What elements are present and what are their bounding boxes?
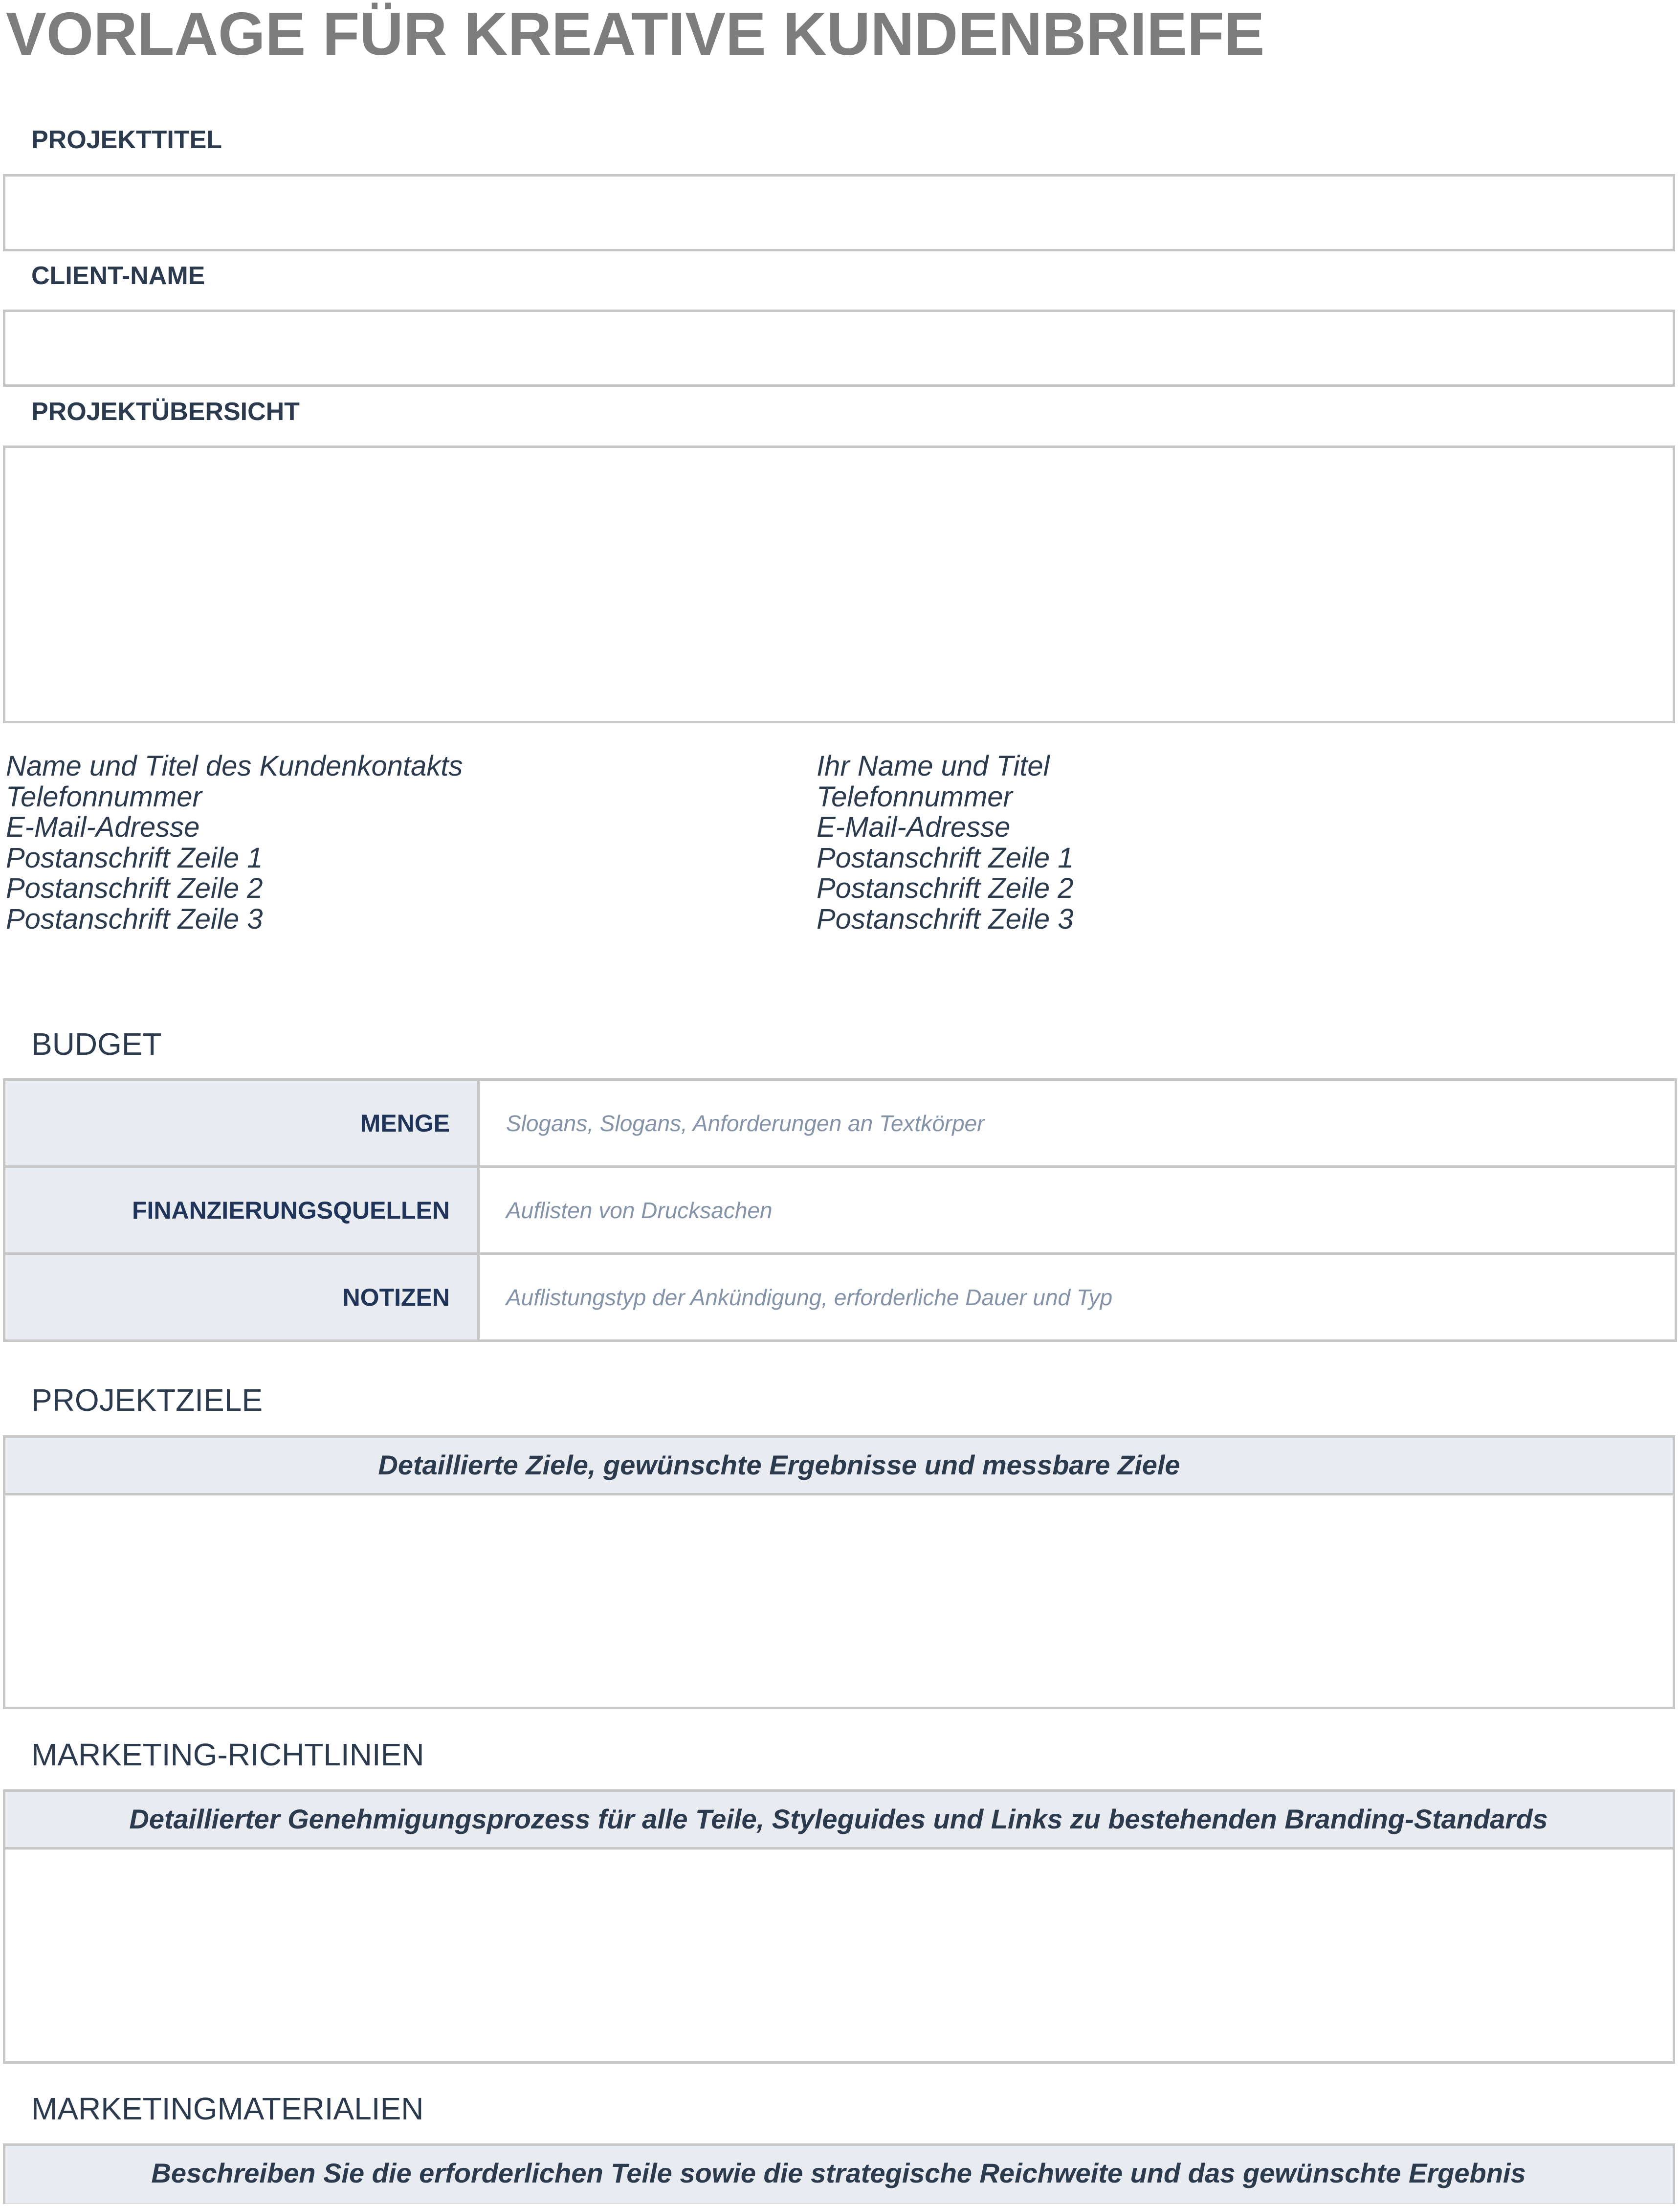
client-name-input[interactable]	[3, 310, 1675, 387]
client-contact-name[interactable]: Name und Titel des Kundenkontakts	[6, 750, 463, 782]
client-contact-email[interactable]: E-Mail-Adresse	[6, 811, 200, 844]
budget-value-notes[interactable]: Auflistungstyp der Ankündigung, erforderliche Dauer und Typ	[479, 1254, 1676, 1341]
budget-key-funding-sources: FINANZIERUNGSQUELLEN	[4, 1167, 479, 1254]
client-contact-address-2[interactable]: Postanschrift Zeile 2	[6, 872, 263, 905]
table-row	[4, 1167, 1676, 1254]
budget-value-funding-sources[interactable]: Auflisten von Drucksachen	[479, 1167, 1676, 1254]
project-title-label: PROJEKTTITEL	[31, 126, 222, 154]
materials-description: Beschreiben Sie die erforderlichen Teile sowie die strategische Reichweite und das gewünschte Ergebnis	[5, 2146, 1673, 2204]
project-overview-label: PROJEKTÜBERSICHT	[31, 398, 300, 426]
guidelines-heading: MARKETING-RICHTLINIEN	[31, 1737, 424, 1772]
budget-value-quantity[interactable]: Slogans, Slogans, Anforderungen an Textkörper	[479, 1080, 1676, 1167]
materials-section	[3, 2143, 1675, 2204]
materials-heading: MARKETINGMATERIALIEN	[31, 2091, 424, 2126]
guidelines-section	[3, 1789, 1675, 2064]
client-contact-block	[6, 751, 463, 935]
client-contact-address-1[interactable]: Postanschrift Zeile 1	[6, 842, 263, 874]
goals-description: Detaillierte Ziele, gewünschte Ergebnisse und messbare Ziele	[5, 1438, 1673, 1495]
client-contact-phone[interactable]: Telefonnummer	[6, 780, 202, 813]
client-contact-address-3[interactable]: Postanschrift Zeile 3	[6, 903, 263, 935]
own-contact-email[interactable]: E-Mail-Adresse	[817, 811, 1011, 844]
own-contact-phone[interactable]: Telefonnummer	[817, 780, 1013, 813]
client-name-label: CLIENT-NAME	[31, 262, 205, 290]
goals-input[interactable]	[5, 1495, 1673, 1709]
goals-heading: PROJEKTZIELE	[31, 1382, 263, 1418]
own-contact-block	[817, 751, 1073, 935]
document-title: VORLAGE FÜR KREATIVE KUNDENBRIEFE	[6, 0, 1265, 68]
own-contact-address-3[interactable]: Postanschrift Zeile 3	[817, 903, 1074, 935]
project-overview-textarea[interactable]	[3, 446, 1675, 723]
budget-key-quantity: MENGE	[4, 1080, 479, 1167]
budget-heading: BUDGET	[31, 1026, 162, 1062]
guidelines-description: Detaillierter Genehmigungsprozess für alle Teile, Styleguides und Links zu bestehenden Branding-Standards	[5, 1792, 1673, 1849]
table-row	[4, 1254, 1676, 1341]
own-contact-name[interactable]: Ihr Name und Titel	[817, 750, 1050, 782]
budget-key-notes: NOTIZEN	[4, 1254, 479, 1341]
own-contact-address-2[interactable]: Postanschrift Zeile 2	[817, 872, 1074, 905]
budget-table	[3, 1078, 1677, 1342]
table-row	[4, 1080, 1676, 1167]
own-contact-address-1[interactable]: Postanschrift Zeile 1	[817, 842, 1074, 874]
goals-section	[3, 1435, 1675, 1709]
guidelines-input[interactable]	[5, 1849, 1673, 2064]
project-title-input[interactable]	[3, 174, 1675, 251]
